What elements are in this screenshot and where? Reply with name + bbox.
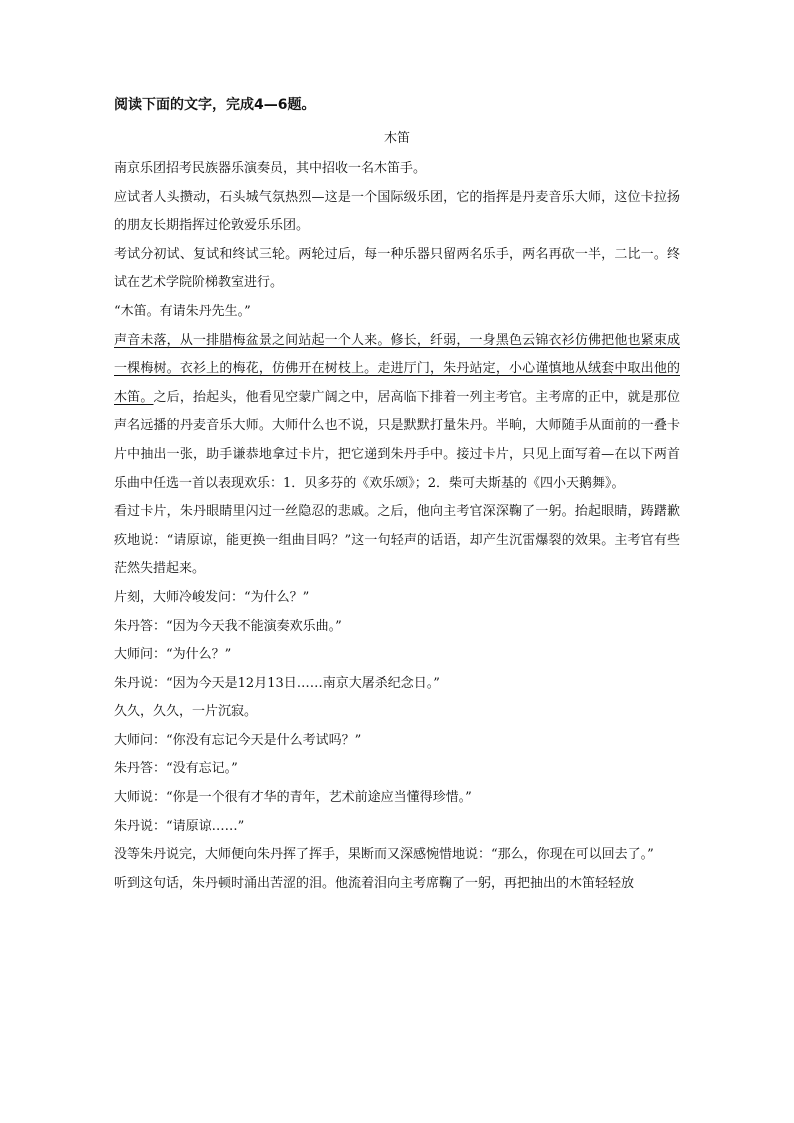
paragraph-12: 大师问：“你没有忘记今天是什么考试吗？” bbox=[114, 732, 362, 748]
document-page bbox=[114, 95, 680, 898]
passage-title: 木笛 bbox=[383, 131, 410, 146]
paragraph-9: 大师问：“为什么？” bbox=[114, 647, 232, 663]
paragraph-1: 南京乐团招考民族器乐演奏员，其中招收一名木笛手。 bbox=[114, 161, 427, 176]
paragraph-13: 朱丹答：“没有忘记。” bbox=[114, 761, 238, 777]
paragraph-4: “木笛。有请朱丹先生。” bbox=[114, 303, 251, 319]
paragraph-7: 片刻，大师冷峻发问：“为什么？” bbox=[114, 589, 310, 605]
paragraph-3: 考试分初试、复试和终试三轮。两轮过后，每一种乐器只留两名乐手，两名再砍一半，二比一。终试在艺术学院阶梯教室进行。 bbox=[114, 246, 680, 291]
paragraph-15: 朱丹说：“请原谅……” bbox=[114, 818, 245, 834]
paragraph-2: 应试者人头攒动，石头城气氛热烈—这是一个国际级乐团，它的指挥是丹麦音乐大师，这位卡拉扬的朋友长期指挥过伦敦爱乐乐团。 bbox=[114, 189, 680, 234]
paragraph-6: 看过卡片，朱丹眼睛里闪过一丝隐忍的悲戚。之后，他向主考官深深鞠了一躬。抬起眼睛，踌躇歉疚地说：“请原谅，能更换一组曲目吗？”这一句轻声的话语，却产生沉雷爆裂的效果。主考官有些茫然失措起来。 bbox=[114, 504, 680, 577]
paragraph-16: 没等朱丹说完，大师便向朱丹挥了挥手，果断而又深感惋惜地说：“那么，你现在可以回去了。” bbox=[114, 847, 654, 863]
question-instruction: 阅读下面的文字，完成4—6题。 bbox=[114, 97, 316, 113]
paragraph-8: 朱丹答：“因为今天我不能演奏欢乐曲。” bbox=[114, 618, 342, 634]
paragraph-11: 久久，久久，一片沉寂。 bbox=[114, 704, 258, 720]
paragraph-5-rest: 之后，抬起头，他看见空蒙广阔之中，居高临下排着一列主考官。主考席的正中，就是那位声名远播的丹麦音乐大师。大师什么也不说，只是默默打量朱丹。半晌，大师随手从面前的一叠卡片中抽出一张，助手谦恭地拿过卡片，把它递到朱丹手中。接过卡片，只见上面写着—在以下两首乐曲中任选一首以表现欢乐：1．贝多芬的《欢乐颂》；2．柴可夫斯基的《四小天鹅舞》。 bbox=[114, 389, 680, 491]
paragraph-5 bbox=[114, 327, 680, 499]
paragraph-14: 大师说：“你是一个很有才华的青年，艺术前途应当懂得珍惜。” bbox=[114, 790, 472, 806]
paragraph-10: 朱丹说：“因为今天是12月13日……南京大屠杀纪念日。” bbox=[114, 675, 440, 691]
underlined-sentence: 声音未落，从一排腊梅盆景之间站起一个人来。修长，纤弱，一身黑色云锦衣衫仿佛把他也紧束成一棵梅树。衣衫上的梅花，仿佛开在树枝上。走进厅门，朱丹站定，小心谨慎地从绒套中取出他的木笛。 bbox=[114, 332, 680, 405]
paragraph-17: 听到这句话，朱丹顿时涌出苦涩的泪。他流着泪向主考席鞠了一躬，再把抽出的木笛轻轻放 bbox=[114, 875, 635, 891]
